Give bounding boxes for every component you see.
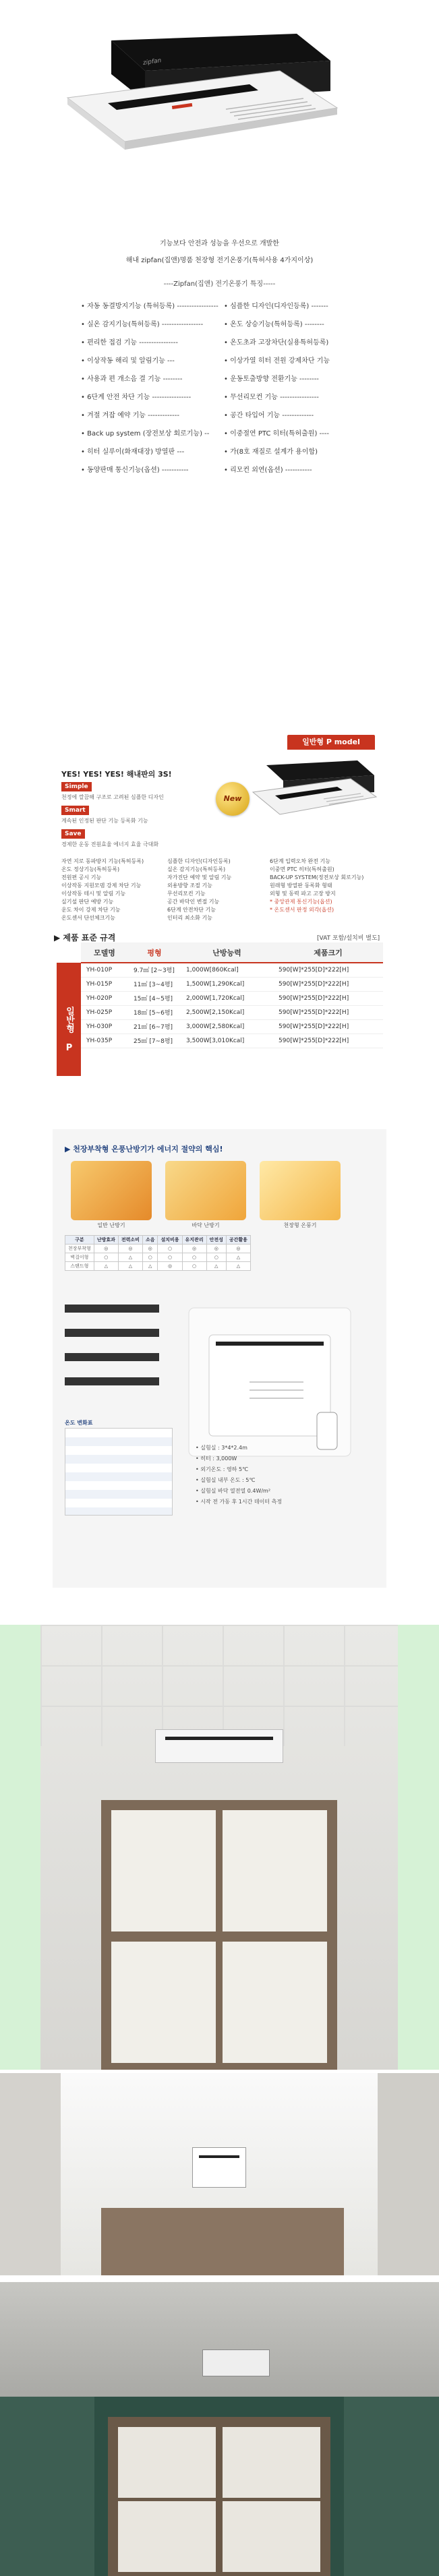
feature-label: 이상작동 해리 및 알림기능 [87,357,165,365]
list-item: • 히터 : 3,000W [196,1456,237,1462]
feature-label: 공간 타입어 기능 [230,412,281,419]
p-model-panel-label: 일반형 P model [287,735,375,750]
table-cell: ◎ [182,1245,206,1253]
table-cell: 25㎡ [7~8평] [128,1034,181,1048]
feature-label: 온도 상승기능(특허등록) [230,321,303,328]
install-photo-1 [0,1625,439,2070]
table-cell: ○ [142,1253,158,1262]
energy-title-text: 천장부착형 온풍난방기가 에너지 절약의 핵심! [73,1145,223,1154]
table-cell: ◎ [226,1245,250,1253]
feature-bullet-right: • 온도초과 고장차단(실용특허등록) [224,339,329,347]
table-cell: 18㎡ [5~6평] [128,1005,181,1019]
feature-bullet-right: • 심플한 디자인(디자인등록) ------- [224,303,328,310]
install-photo-2 [0,2073,439,2275]
list-item: 심플한 디자인(디자인등록) [167,858,231,864]
notes-list [196,1443,330,1507]
list-item: 6단계 안전차단 기능 [167,907,216,913]
spec-title-text: 제품 표준 규격 [63,933,116,942]
feature-bullet-right: • 이상가열 히터 전원 강제차단 기능 [224,357,330,365]
list-item: 6단계 입력오차 완전 기능 [270,858,330,864]
spec-title: ▶ 제품 표준 규격 [54,933,116,942]
list-item: 외용방향 조절 기능 [167,882,212,889]
table-cell: 9.7㎡ [2~3평] [128,963,181,977]
list-item: 외형 및 동력 파고 고장 방지 [270,891,336,897]
feature-bullet-left: • 동양판매 통신기능(옵션) ----------- [81,467,189,474]
table-cell: YH-035P [81,1034,128,1048]
table-cell: △ [226,1253,250,1262]
feature-bullet-left: • 6단계 안전 차단 기능 ---------------- [81,394,192,401]
table-cell: ◎ [142,1245,158,1253]
new-badge [216,782,250,816]
feature-label: 무선리모컨 기능 [230,394,278,401]
feature-bullet-left: • 자동 동결방지기능 (특허등록) ----------------- [81,303,218,310]
table-cell: 11㎡ [3~4평] [128,977,181,991]
thermal-image-1 [71,1161,152,1220]
list-item: • 외기온도 : 영하 5℃ [196,1466,249,1472]
list-item: 이상작동 지원모뎀 강제 차단 기능 [61,882,142,889]
feature-bullet-right: • 무선리모컨 기능 ---------------- [224,394,319,401]
list-item: • 실험실 : 3*4*2.4m [196,1445,247,1451]
list-item: 전원편 공시 기능 [61,874,102,880]
feature-bullet-left: • 실온 감지기능(특허등록) ----------------- [81,321,204,328]
list-item: BACK-UP SYSTEM(정전보상 회로기능) [270,874,364,880]
feature-label: 심플한 디자인(디자인등록) [230,303,310,310]
badge-simple-desc: 천정에 깔끔해 구조로 고려된 심플한 디자인 [61,794,164,800]
table-header-cell: 전력소비 [118,1236,142,1245]
list-item: * 중앙관제 통신기능(옵션) [270,899,332,905]
table-cell: ○ [94,1253,118,1262]
list-item: * 온도센서 판정 외각(옵션) [270,907,334,913]
table-cell: △ [142,1262,158,1271]
product-strip-images [65,1305,159,1385]
table-cell: 1,500W[1,290Kcal] [181,977,273,991]
table-header-cell: 모델명 [81,942,128,963]
badge-save: Save [61,829,85,839]
table-cell: 590[W]*255[D]*222[H] [273,1005,383,1019]
table-row [65,1253,251,1262]
thermal-image-3 [260,1161,341,1220]
feature-label: 이상가열 히터 전원 강제차단 기능 [230,357,330,365]
list-item: 실온 감지기능(특허등록) [167,866,226,872]
brand-text: zipfan [142,57,162,67]
table-cell: 2,000W[1,720Kcal] [181,991,273,1005]
feature-label: 6단계 안전 차단 기능 [87,394,150,401]
install-photo-3 [0,2282,439,2576]
list-item: 이상작동 테시 및 알림 기능 [61,891,126,897]
list-item: 온도센서 단선체크기능 [61,915,115,921]
p-model-product-image [250,755,378,829]
table-cell: YH-030P [81,1019,128,1034]
table-row [57,1005,383,1019]
feature-label: 가(8호 재질로 설계가 용이함) [230,448,318,456]
table-cell: ◎ [206,1245,226,1253]
intro-line-2: 해내 zipfan(집앤)명품 천장형 전기온풍기(특허사용 4가지이상) [125,257,314,264]
badge-save-desc: 경제한 운동 전원효율 에너지 효율 극대화 [61,841,159,847]
table-cell: 3,000W[2,580Kcal] [181,1019,273,1034]
ceiling-heater-image [64,34,341,162]
feature-bullet-right: • 공간 타입어 기능 ------------- [224,412,314,419]
table-cell: ○ [158,1253,182,1262]
list-item: 온도 정상기능(특허등록) [61,866,120,872]
badge-simple: Simple [61,782,92,791]
temp-table-title: 온도 변화표 [65,1420,93,1426]
table-cell: ◎ [158,1262,182,1271]
table-header-cell: 소음 [142,1236,158,1245]
table-cell: ○ [182,1253,206,1262]
thermal-label: 일반 난방기 [97,1222,125,1228]
table-cell: 천장부착형 [65,1245,94,1253]
feature-bullet-left: • 이상작동 해리 및 알림기능 --- [81,357,175,365]
table-cell: 15㎡ [4~5평] [128,991,181,1005]
table-row [57,991,383,1005]
table-cell: ◎ [118,1245,142,1253]
table-header-cell: 제품크기 [273,942,383,963]
intro-line-1: 기능보다 안전과 성능을 우선으로 개발한 [160,240,279,247]
table-header-cell: 난방능력 [181,942,273,963]
feature-label: 운동토출방향 전환기능 [230,376,297,383]
temp-table [65,1428,173,1516]
table-cell: 590[W]*255[D]*222[H] [273,977,383,991]
table-cell: YH-020P [81,991,128,1005]
table-row [57,1034,383,1048]
list-item: 운도 차이 강제 차단 기능 [61,907,121,913]
table-header-cell: 유지관리 [182,1236,206,1245]
table-cell: 벽걸이형 [65,1253,94,1262]
table-cell: YH-025P [81,1005,128,1019]
badge-smart-desc: 계속된 인정된 판단 기능 등록화 기능 [61,818,148,824]
badge-smart: Smart [61,806,89,815]
feature-bullet-right: • 온도 상승기능(특허등록) -------- [224,321,324,328]
table-cell: 2,500W[2,150Kcal] [181,1005,273,1019]
table-header-cell: 공간활용 [226,1236,250,1245]
table-cell: YH-015P [81,977,128,991]
table-cell: ○ [158,1245,182,1253]
feature-label: Back up system (장전보상 회로기능) [87,430,202,438]
table-row [65,1262,251,1271]
table-header-cell: 구분 [65,1236,94,1245]
table-cell: ◎ [94,1245,118,1253]
energy-title: ▶ 천장부착형 온풍난방기가 에너지 절약의 핵심! [65,1145,223,1154]
table-header-cell: 평형 [128,942,181,963]
feature-bullet-right: • 운동토출방향 전환기능 -------- [224,376,319,383]
thermal-label: 바닥 난방기 [192,1222,220,1228]
table-header-row [57,942,383,963]
hero-section [0,0,439,222]
feature-label: 겨절 겨잡 예약 기능 [87,412,146,419]
feature-list-right [270,858,383,914]
table-header-cell [57,942,81,963]
table-cell: 590[W]*255[D]*222[H] [273,963,383,977]
thermal-image-2 [165,1161,246,1220]
list-item: • 실험실 내부 온도 : 5℃ [196,1477,256,1483]
feature-label: 편리한 접검 기능 [87,339,138,347]
table-cell: ○ [206,1253,226,1262]
table-cell: ○ [182,1262,206,1271]
table-cell: △ [226,1262,250,1271]
table-cell: 590[W]*255[D]*222[H] [273,991,383,1005]
table-cell: 21㎡ [6~7평] [128,1019,181,1034]
table-header-cell: 안전성 [206,1236,226,1245]
list-item: 이중면 PTC 히터(특허출원) [270,866,334,872]
feature-bullet-left: • 사용과 편 개소음 결 기능 -------- [81,376,183,383]
list-item: 실기설 판단 예방 기능 [61,899,114,905]
list-item: • 시작 전 가동 후 1시간 데이터 측정 [196,1499,283,1505]
list-item: 무선리모컨 기능 [167,891,206,897]
table-cell: 3,500W[3,010Kcal] [181,1034,273,1048]
feature-bullet-right: • 이중절연 PTC 히터(특허출원) ---- [224,430,329,438]
table-cell: △ [206,1262,226,1271]
table-header-cell: 설치비용 [158,1236,182,1245]
compare-table [65,1235,251,1271]
table-header-row [65,1236,251,1245]
spec-note: [VAT 포함/설치비 별도] [317,935,380,942]
feature-label: 사용과 편 개소음 결 기능 [87,376,161,383]
feature-bullet-left: • 편리한 접검 기능 ---------------- [81,339,178,347]
feature-bullet-right: • 가(8호 재질로 설계가 용이함) [224,448,318,456]
feature-list-mid [167,858,262,922]
yes-title: YES! YES! YES! 해내판의 3S! [61,770,172,779]
list-item: • 실험실 바닥 열전열 0.4W/m² [196,1488,271,1494]
table-cell: △ [94,1262,118,1271]
feature-list-left [61,858,156,922]
table-row [65,1245,251,1253]
thermal-label: 천장형 온풍기 [283,1222,317,1228]
feature-bullet-left: • 히터 실루이(화재대장) 방열판 --- [81,448,185,456]
feature-label: 이중절연 PTC 히터(특허출원) [230,430,318,438]
feature-bullet-left: • Back up system (장전보상 회로기능) -- [81,430,210,438]
spec-table [57,942,383,1048]
table-row [57,963,383,977]
feature-bullet-left: • 겨절 겨잡 예약 기능 ------------- [81,412,179,419]
feature-label: 자동 동결방지기능 (특허등록) [87,303,175,310]
list-item: 인터리 최소화 기능 [167,915,212,921]
table-cell: 스탠드형 [65,1262,94,1271]
spec-side-label: 일반형 P [57,963,81,1076]
feature-label: 온도초과 고장차단(실용특허등록) [230,339,329,347]
feature-label: 실온 감지기능(특허등록) [87,321,160,328]
table-cell: △ [118,1262,142,1271]
list-item: 자연 지로 동파방지 기능(특허등록) [61,858,144,864]
table-row [57,1019,383,1034]
feature-bullet-right: • 리모컨 외연(옵션) ----------- [224,467,312,474]
table-header-cell: 난방효과 [94,1236,118,1245]
feature-label: 히터 실루이(화재대장) 방열판 [87,448,175,456]
list-item: 공간 바닥인 변절 기능 [167,899,220,905]
table-cell: 590[W]*255[D]*222[H] [273,1034,383,1048]
list-item: 자가진단 예약 및 알림 기능 [167,874,232,880]
new-badge-text: New [223,794,242,803]
list-item: 원래형 방열판 동록화 형태 [270,882,332,889]
features-title: ----Zipfan(집앤) 전기온풍기 특징----- [163,280,276,288]
table-cell: 1,000W[860Kcal] [181,963,273,977]
feature-label: 동양판매 통신기능(옵션) [87,467,160,474]
table-cell: 590[W]*255[D]*222[H] [273,1019,383,1034]
table-row [57,977,383,991]
table-cell: △ [118,1253,142,1262]
feature-label: 리모컨 외연(옵션) [230,467,283,474]
table-cell: YH-010P [81,963,128,977]
